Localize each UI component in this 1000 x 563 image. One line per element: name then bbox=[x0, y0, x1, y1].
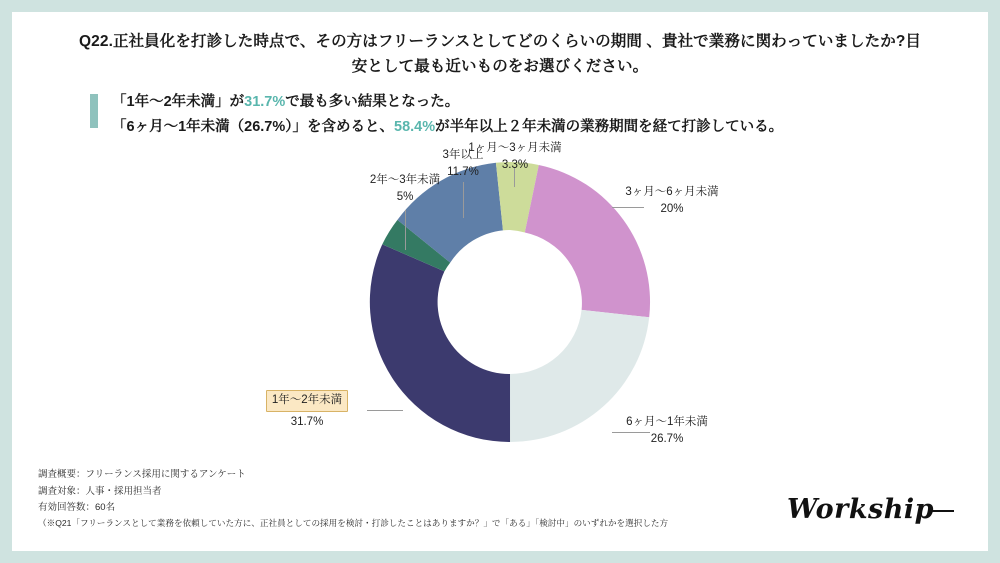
footnote bbox=[38, 467, 668, 531]
label-3years-plus-name: 3年以上 bbox=[442, 149, 484, 161]
label-2-3years-name: 2年〜3年未満 bbox=[369, 174, 441, 186]
label-1-2years-value: 31.7% bbox=[290, 416, 324, 429]
accent-bar bbox=[90, 94, 98, 128]
logo-underline bbox=[932, 510, 954, 512]
label-3years-plus bbox=[403, 147, 523, 182]
label-6months-1year-name: 6ヶ月〜1年未満 bbox=[626, 416, 708, 428]
summary-line-2-a: 「6ヶ月〜1年未満（26.7%）」を含めると、 bbox=[112, 118, 394, 135]
label-1-3months-value: 3.3% bbox=[501, 159, 529, 172]
footnote-line-3: 有効回答数：60名 bbox=[38, 501, 116, 513]
workship-logo bbox=[787, 494, 954, 525]
label-3-6months-name: 3ヶ月〜6ヶ月未満 bbox=[625, 186, 719, 198]
label-3-6months bbox=[592, 184, 752, 219]
summary-line-1-a: 「1年〜2年未満」が bbox=[112, 94, 245, 110]
summary-line-2-highlight: 58.4% bbox=[394, 118, 436, 135]
label-1-3months-name: 1ヶ月〜3ヶ月未満 bbox=[468, 142, 562, 154]
summary-line-1-highlight: 31.7% bbox=[244, 94, 286, 110]
leader-line-2-3years bbox=[405, 210, 406, 250]
page-title: Q22.正社員化を打診した時点で、その方はフリーランスとしてどのくらいの期間 、貴社で業務に関わっていましたか?目安として最も近いものをお選びください。 bbox=[78, 33, 922, 75]
label-2-3years-value: 5% bbox=[396, 191, 414, 204]
label-3-6months-value: 20% bbox=[660, 203, 684, 216]
footnote-line-2: 調査対象：人事・採用担当者 bbox=[38, 485, 162, 497]
label-1-2years-name: 1年〜2年未満 bbox=[266, 390, 348, 412]
content-card bbox=[12, 12, 988, 551]
summary-line-2-c: が半年以上２年未満の業務期間を経て打診している。 bbox=[435, 118, 784, 135]
label-6months-1year-value: 26.7% bbox=[650, 433, 684, 446]
donut-chart bbox=[12, 142, 988, 482]
leader-line-1-2years bbox=[367, 410, 403, 411]
summary-callout bbox=[90, 90, 890, 140]
summary-text bbox=[112, 90, 783, 140]
label-6months-1year bbox=[582, 414, 752, 449]
label-3years-plus-value: 11.7% bbox=[447, 166, 479, 179]
footnote-line-1: 調査概要：フリーランス採用に関するアンケート bbox=[38, 469, 246, 481]
workship-logo-text: Workship bbox=[786, 494, 934, 525]
slice-1-2years[interactable] bbox=[370, 244, 510, 442]
label-1-2years bbox=[242, 390, 372, 432]
summary-line-1-c: で最も多い結果となった。 bbox=[285, 94, 460, 110]
footnote-line-4: （※Q21「フリーランスとして業務を依頼していた方に、正社員としての採用を検討・打診したことはありますか？」で「ある」「検討中」のいずれかを選択した方 bbox=[38, 518, 669, 529]
summary-line-2 bbox=[112, 115, 783, 140]
summary-line-1 bbox=[112, 90, 783, 115]
